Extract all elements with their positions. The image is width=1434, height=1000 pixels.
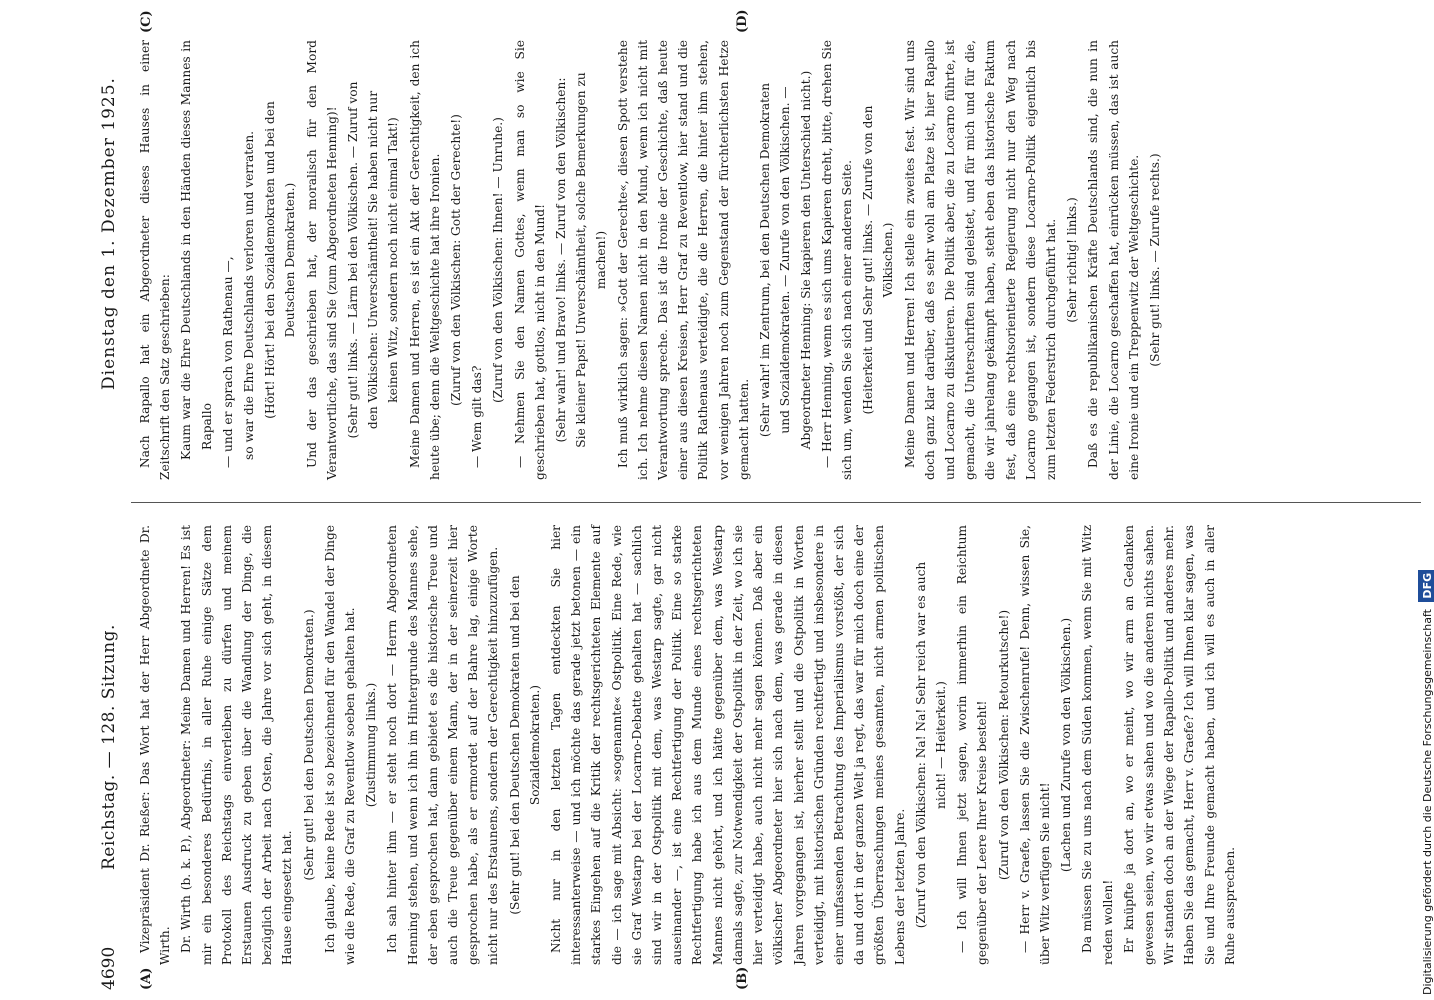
paragraph: Nach Rapallo hat ein Abgeordneter dieses Hauses in einer Zeitschrift den Satz geschrieben:: [138, 40, 173, 480]
interjection: (Zustimmung links.): [364, 682, 379, 808]
margin-mark-d: (D): [735, 9, 750, 33]
paragraph: — und er sprach von Rathenau —,: [220, 256, 235, 468]
paragraph: Und der das geschrieben hat, der moralisch für den Mord Verantwortliche, das sind Sie (zum Abgeordneten Henning)!: [304, 40, 339, 480]
margin-mark-b: (B): [735, 966, 750, 990]
paragraph: Meine Damen und Herren! Ich stelle ein zweites fest. Wir sind uns doch ganz klar darüber, daß es sehr wohl am Platze ist, hier Rapallo und Locarno zu diskutieren. Die Politik aber, die zu Locarno führte, ist gemacht, die Unterschriften sind geleistet, und für mich und für die, die wir jahrelang gekämpft haben, steht eben das historische Faktum fest, daß eine rechtsorientierte Regierung nicht nur den Weg nach Locarno gegangen ist, sondern diese Locarno-Politik eigentlich bis zum letzten Federstrich durchgeführt hat.: [902, 40, 1058, 480]
interjection: (Heiterkeit und Sehr gut! links. — Zurufe von den Völkischen.): [861, 105, 896, 415]
paragraph: Ich glaube, keine Rede ist so bezeichnend für den Wandel der Dinge wie die Rede, die Graf zu Reventlow soeben gehalten hat.: [322, 525, 358, 965]
interjection: (Lachen und Zurufe von den Völkischen.): [1059, 617, 1074, 873]
interjection: (Zuruf von den Völkischen: Na! Na! Sehr reich war es auch nicht! — Heiterkeit.): [913, 561, 948, 929]
paragraph: Ich muß wirklich sagen: »Gott der Gerechte«, diesen Spott verstehe ich. Ich nehme diesen Namen nicht in den Mund, wenn ich nicht mit Verantwortung spreche. Das ist die Ironie der Geschichte, daß heute einer aus diesen Kreisen, Herr Graf zu Reventlow, hier stand und die Politik Rathenaus verteidigte, die die Herren, die hinter ihm stehen, vor wenigen Jahren noch zum Gegenstand der fürchterlichsten Hetze gemacht hatten.: [615, 40, 751, 480]
paragraph: Nicht nur in den letzten Tagen entdeckten Sie hier interessanterweise — und ich möchte das gerade jetzt betonen — ein starkes Eingehen auf die Kritik der rechtsgerichteten Elemente auf die — ich sage mit Absicht: »sogenannte« Ostpolitik. Eine Rede, wie sie Graf Westarp bei der Locarno-Debatte gehalten hat — sachlich sind wir in der Ostpolitik mit dem, was Westarp sagte, gar nicht auseinander —, ist eine Rechtfertigung der Politik. Eine so starke Rechtfertigung habe ich aus dem Munde eines rechtsgerichteten Mannes nicht gehört, und ich hätte gegenüber dem, was Westarp damals sagte, zur Notwendigkeit der Ostpolitik in der Zeit, wo ich sie hier verteidigt habe, auch nicht mehr sagen können. Daß aber ein völkischer Abgeordneter hier sich nach dem, was gerade in diesen Jahren vorgegangen ist, hierher stellt und die Ostpolitik in Worten verteidigt, mit historischen Gründen rechtfertigt und insbesondere in einer umfassenden Betrachtung des Imperialismus vorstößt, der sich da und dort in der ganzen Welt ja regt, das war für mich doch eine der größten Überraschungen meines gesamten, nicht armen politischen Lebens der letzten Jahre.: [549, 525, 907, 965]
column-divider: [131, 502, 1421, 503]
paragraph: Dr. Wirth (b. k. P.), Abgeordneter: Meine Damen und Herren! Es ist mir ein besonderes Bedürfnis, in aller Ruhe einige Sätze dem Protokoll des Reichstags einverleiben zu dürfen und meinem Erstaunen Ausdruck zu geben über die Wandlung der Dinge, die bezüglich der Arbeit nach Osten, die Jahre vor sich geht, in diesem Hause eingesetzt hat.: [179, 525, 295, 965]
interjection: (Sehr richtig! links.): [1065, 197, 1080, 323]
document-page: [95, 10, 1434, 990]
interjection: (Zuruf von den Völkischen: Ihnen! — Unruhe.): [491, 117, 506, 403]
margin-mark-a: (A): [139, 967, 154, 990]
interjection: (Sehr gut! bei den Deutschen Demokraten und bei den Sozialdemokraten.): [507, 575, 542, 915]
quotation: Kaum war die Ehre Deutschlands in den Händen dieses Mannes in Rapallo: [179, 40, 214, 460]
interjection: (Sehr gut! links. — Zurufe rechts.): [1147, 153, 1162, 367]
left-column: [135, 525, 1415, 965]
interjection: (Hört! Hört! bei den Sozialdemokraten und bei den Deutschen Demokraten.): [263, 101, 298, 419]
credit-text: Digitalisierung gefördert durch die Deutsche Forschungsgemeinschaft: [1421, 609, 1434, 995]
page-number: 4690: [99, 946, 119, 990]
paragraph: Meine Damen und Herren, es ist ein Akt der Gerechtigkeit, den ich heute übe; denn die Weltgeschichte hat ihre Ironien.: [407, 40, 442, 480]
interjection: (Sehr wahr! und Bravo! links. — Zuruf von den Völkischen: Sie kleiner Papst! Unverschämtheit, solche Bemerkungen zu machen!): [554, 72, 609, 448]
paragraph: — Ich will Ihnen jetzt sagen, worin immerhin ein Reichtum gegenüber der Leere Ihrer Kreise besteht!: [955, 525, 990, 965]
paragraph: — Herr v. Graefe, lassen Sie die Zwischenrufe! Denn, wissen Sie, über Witz verfügen Sie nicht!: [1017, 525, 1052, 965]
paragraph: Daß es die republikanischen Kräfte Deutschlands sind, die nun in der Linie, die Locarno geschaffen hat, einrücken müssen, das ist auch eine Ironie und ein Treppenwitz der Weltgeschichte.: [1086, 40, 1141, 480]
paragraph: Er knüpfte ja dort an, wo er meint, wo wir arm an Gedanken gewesen seien, wo wir etwas sahen und wo die anderen nichts sahen. Wir standen doch an der Wiege der Rapallo-Politik und anderes mehr. Haben Sie das gemacht, Herr v. Graefe? Ich will Ihnen klar sagen, was Sie und Ihre Freunde gemacht haben, und ich will es auch in aller Ruhe aussprechen.: [1121, 525, 1237, 965]
paragraph: Da müssen Sie zu uns nach dem Süden kommen, wenn Sie mit Witz reden wollen!: [1080, 525, 1115, 965]
margin-mark-c: (C): [139, 10, 154, 33]
paragraph: Ich sah hinter ihm — er steht noch dort — Herrn Abgeordneten Henning stehen, und wenn ich ihn im Hintergrunde des Mannes sehe, der eben gesprochen hat, dann gebietet es die historische Treue und auch die Treue gegenüber einem Mann, der in der seinerzeit hier gesprochen habe, als er ermordet auf der Bahre lag, einige Worte nicht nur des Erstaunens, sondern der Gerechtigkeit hinzuzufügen.: [385, 525, 501, 965]
interjection: (Sehr gut! links. — Lärm bei den Völkischen. — Zuruf von den Völkischen: Unverschämtheit! Sie haben nicht nur keinen Witz, sondern noch nicht einmal Takt!): [346, 81, 401, 439]
paragraph: — Wem gilt das?: [470, 365, 485, 468]
page-header: [95, 10, 125, 990]
interjection: (Zuruf von den Völkischen: Retourkutsche!): [996, 609, 1011, 881]
right-column: [135, 40, 1415, 480]
interjection: (Zuruf von den Völkischen: Gott der Gerechte!): [449, 114, 464, 406]
digitization-credit: [1418, 0, 1434, 995]
paragraph: Vizepräsident Dr. Rießer: Das Wort hat der Herr Abgeordnete Dr. Wirth.: [138, 525, 173, 965]
paragraph: — Herr Henning, wenn es sich ums Kapieren dreht, bitte, drehen Sie sich um, wenden Sie sich nach einer anderen Seite.: [819, 40, 854, 480]
dfg-logo: DFG: [1418, 570, 1434, 602]
running-head: Reichstag. — 128. Sitzung.: [99, 624, 119, 870]
session-date: Dienstag den 1. Dezember 1925.: [99, 77, 119, 390]
interjection: (Sehr wahr! im Zentrum, bei den Deutschen Demokraten und Sozialdemokraten. — Zurufe von den Völkischen. — Abgeordneter Henning: Sie kapieren den Unterschied nicht.): [758, 70, 813, 450]
interjection: (Sehr gut! bei den Deutschen Demokraten.): [301, 609, 316, 881]
paragraph: — Nehmen Sie den Namen Gottes, wenn man so wie Sie geschrieben hat, gottlos, nicht in den Mund!: [512, 40, 547, 480]
quotation: so war die Ehre Deutschlands verloren und verraten.: [242, 130, 257, 460]
